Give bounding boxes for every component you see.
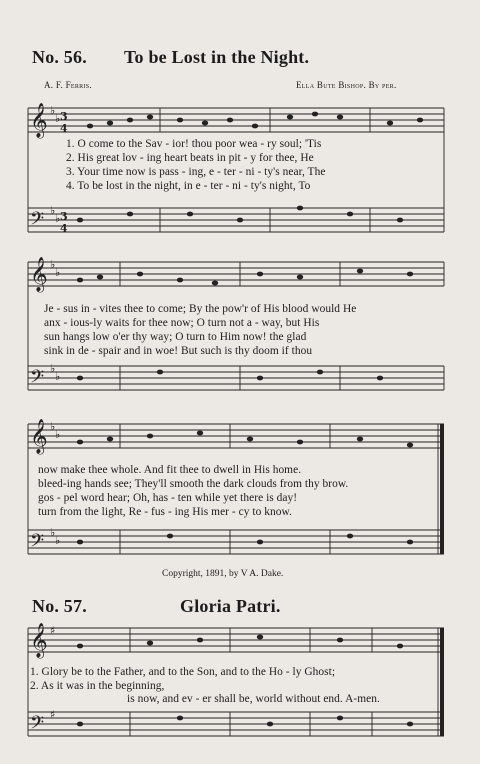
lyric-line: is now, and ev - er shall be, world without end. A-men. — [127, 693, 380, 705]
bass-clef-icon: 𝄢 — [30, 209, 45, 234]
staff-bass-4 — [28, 712, 444, 736]
bass-clef-icon: 𝄢 — [30, 367, 45, 392]
svg-text:3: 3 — [60, 210, 68, 223]
svg-text:♯: ♯ — [50, 624, 56, 637]
staff-treble-4 — [28, 628, 444, 652]
bass-clef-icon: 𝄢 — [30, 531, 45, 556]
lyric-line: Je - sus in - vites thee to come; By the pow'r of His blood would He — [44, 303, 357, 315]
treble-clef-icon: 𝄞 — [30, 257, 48, 292]
hymn-title: Gloria Patri. — [180, 596, 281, 616]
treble-clef-icon: 𝄞 — [30, 623, 48, 658]
staff-bass-1 — [28, 208, 444, 232]
svg-text:4: 4 — [60, 122, 68, 135]
svg-text:♭: ♭ — [55, 534, 61, 547]
treble-clef-icon: 𝄞 — [30, 103, 48, 138]
staff-bass-3 — [28, 530, 444, 554]
staff-treble-3 — [28, 424, 444, 448]
lyric-line: anx - ious-ly waits for thee now; O turn not a - way, but His — [44, 317, 320, 329]
hymn-number: No. 56. — [32, 47, 87, 67]
svg-text:♭: ♭ — [50, 258, 56, 271]
svg-text:4: 4 — [60, 222, 68, 235]
lyric-line: 4. To be lost in the night, in e - ter - ni - ty's night, To — [66, 180, 311, 192]
hymn-title: To be Lost in the Night. — [124, 47, 310, 67]
lyric-line: 1. Glory be to the Father, and to the Son, and to the Ho - ly Ghost; — [30, 666, 336, 678]
svg-text:♭: ♭ — [50, 420, 56, 433]
svg-text:♯: ♯ — [50, 708, 56, 721]
lyric-line: 2. His great lov - ing heart beats in pit - y for thee, He — [66, 152, 314, 164]
lyric-line: 1. O come to the Sav - ior! thou poor wea - ry soul; 'Tis — [66, 138, 322, 150]
lyric-line: turn from the light, Re - fus - ing His mer - cy to know. — [38, 506, 292, 518]
lyric-line: now make thee whole. And fit thee to dwell in His home. — [38, 464, 302, 476]
svg-text:♭: ♭ — [55, 266, 61, 279]
lyric-line: bleed-ing hands see; They'll smooth the dark clouds from thy brow. — [38, 478, 349, 490]
svg-text:♭: ♭ — [55, 428, 61, 441]
svg-text:♭: ♭ — [50, 104, 56, 117]
svg-text:♭: ♭ — [50, 204, 56, 217]
svg-text:♭: ♭ — [55, 212, 61, 225]
svg-text:3: 3 — [60, 110, 68, 123]
lyric-line: 2. As it was in the beginning, — [30, 680, 165, 692]
lyric-line: gos - pel word hear; Oh, has - ten while yet there is day! — [38, 492, 298, 504]
svg-text:♭: ♭ — [55, 370, 61, 383]
staff-treble-1 — [28, 108, 444, 132]
staff-treble-2 — [28, 262, 444, 286]
treble-clef-icon: 𝄞 — [30, 419, 48, 454]
copyright-notice: Copyright, 1891, by V A. Dake. — [162, 569, 284, 579]
author-credit: Ella Bute Bishop. By per. — [296, 80, 397, 90]
svg-text:♭: ♭ — [50, 526, 56, 539]
hymn-number: No. 57. — [32, 596, 87, 616]
svg-text:♭: ♭ — [50, 362, 56, 375]
lyric-line: sun hangs low o'er thy way; O turn to Him now! the glad — [44, 331, 307, 343]
bass-clef-icon: 𝄢 — [30, 713, 45, 738]
composer-credit: A. F. Ferris. — [44, 80, 92, 90]
svg-text:♭: ♭ — [55, 112, 61, 125]
lyric-line: sink in de - spair and in woe! But such is thy doom if thou — [44, 345, 313, 357]
lyric-line: 3. Your time now is pass - ing, e - ter - ni - ty's near, The — [66, 166, 326, 178]
